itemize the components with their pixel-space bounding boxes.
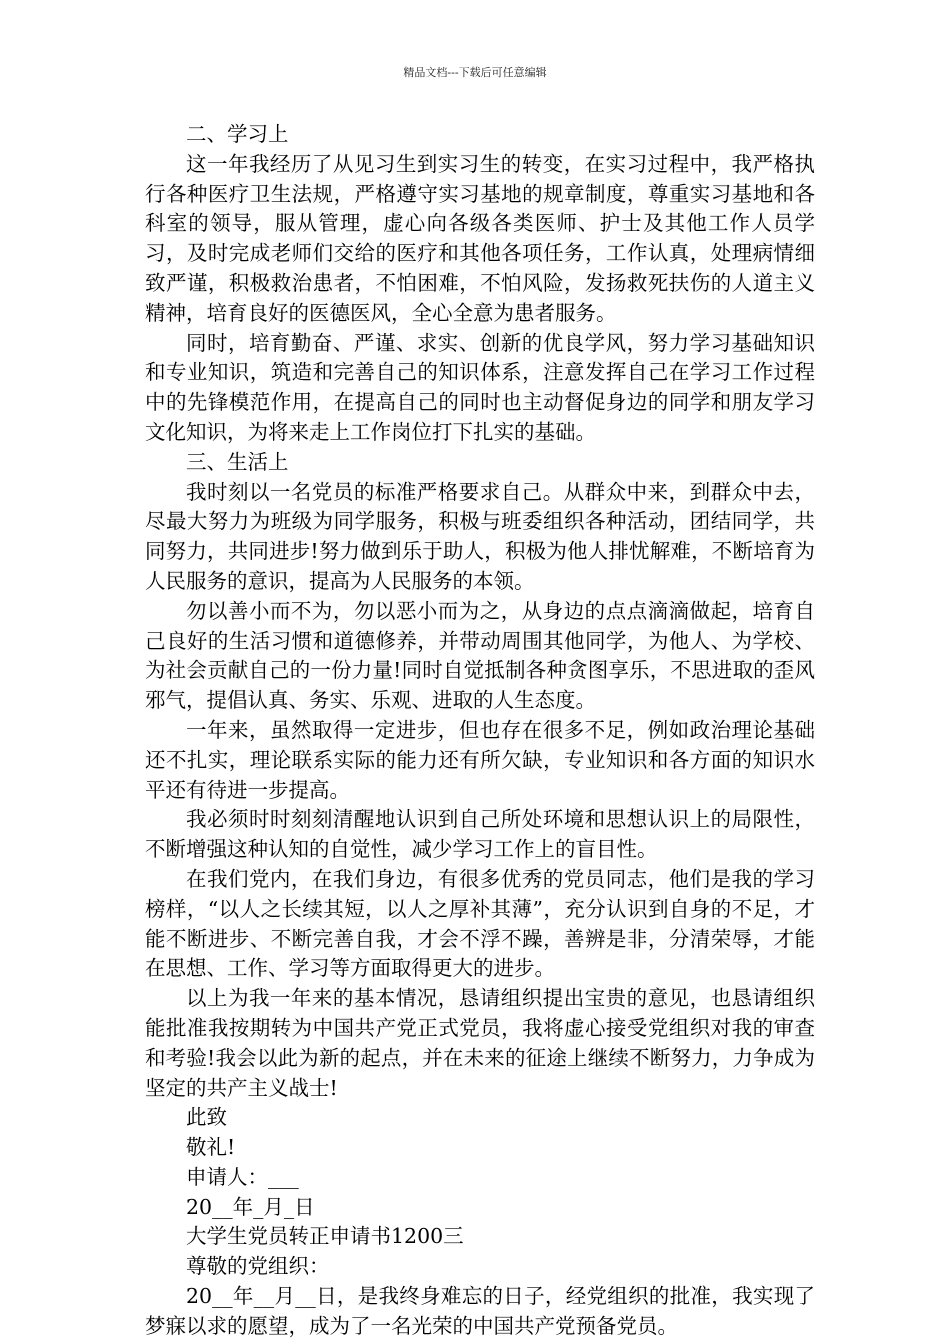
- salutation-line-1: 此致: [186, 1105, 227, 1130]
- section-title-study: 二、学习上: [186, 122, 289, 146]
- next-document-title: 大学生党员转正申请书1200三: [186, 1224, 464, 1249]
- applicant-line: 申请人：___: [186, 1164, 299, 1189]
- paragraph-life-1: 我时刻以一名党员的标准严格要求自己。从群众中来，到群众中去，尽最大努力为班级为同学服务，积极与班委组织各种活动，团结同学，共同努力，共同进步!努力做到乐于助人，积极为他人排忧解难，不断培育为人民服务的意识，提高为人民服务的本领。: [145, 479, 815, 593]
- paragraph-reflection-2: 我必须时时刻刻清醒地认识到自己所处环境和思想认识上的局限性，不断增强这种认知的自觉性，减少学习工作上的盲目性。: [145, 807, 815, 862]
- page-header: 精品文档---下载后可任意编辑: [403, 66, 547, 79]
- date-line: 20__年_月_日: [186, 1194, 315, 1219]
- greeting-line: 尊敬的党组织：: [186, 1254, 330, 1279]
- paragraph-next-1: 20__年__月__日，是我终身难忘的日子，经党组织的批准，我实现了梦寐以求的愿望，成为了一名光荣的中国共产党预备党员。: [145, 1284, 815, 1338]
- document-body: [145, 120, 815, 1342]
- paragraph-reflection-3: 在我们党内，在我们身边，有很多优秀的党员同志，他们是我的学习榜样，“以人之长续其短，以人之厚补其薄”，充分认识到自身的不足，才能不断进步、不断完善自我，才会不浮不躁，善辨是非，分清荣辱，才能在思想、工作、学习等方面取得更大的进步。: [145, 866, 815, 981]
- paragraph-life-2: 勿以善小而不为，勿以恶小而为之，从身边的点点滴滴做起，培育自己良好的生活习惯和道德修养，并带动周围其他同学，为他人、为学校、为社会贡献自己的一份力量!同时自觉抵制各种贪图享乐，不思进取的歪风邪气，提倡认真、务实、乐观、进取的人生态度。: [145, 598, 815, 713]
- paragraph-study-1: 这一年我经历了从见习生到实习生的转变，在实习过程中，我严格执行各种医疗卫生法规，严格遵守实习基地的规章制度，尊重实习基地和各科室的领导，服从管理，虚心向各级各类医师、护士及其他工作人员学习，及时完成老师们交给的医疗和其他各项任务，工作认真，处理病情细致严谨，积极救治患者，不怕困难，不怕风险，发扬救死扶伤的人道主义精神，培育良好的医德医风，全心全意为患者服务。: [145, 151, 815, 325]
- paragraph-reflection-1: 一年来，虽然取得一定进步，但也存在很多不足，例如政治理论基础还不扎实，理论联系实际的能力还有所欠缺，专业知识和各方面的知识水平还有待进一步提高。: [145, 717, 815, 802]
- paragraph-closing: 以上为我一年来的基本情况，恳请组织提出宝贵的意见，也恳请组织能批准我按期转为中国共产党正式党员，我将虚心接受党组织对我的审查和考验!我会以此为新的起点，并在未来的征途上继续不断努力，力争成为坚定的共产主义战士!: [145, 986, 815, 1100]
- salutation-line-2: 敬礼!: [186, 1135, 236, 1160]
- paragraph-study-2: 同时，培育勤奋、严谨、求实、创新的优良学风，努力学习基础知识和专业知识，筑造和完善自己的知识体系，注意发挥自己在学习工作过程中的先锋模范作用，在提高自己的同时也主动督促身边的同学和朋友学习文化知识，为将来走上工作岗位打下扎实的基础。: [145, 330, 815, 444]
- section-title-life: 三、生活上: [186, 449, 289, 474]
